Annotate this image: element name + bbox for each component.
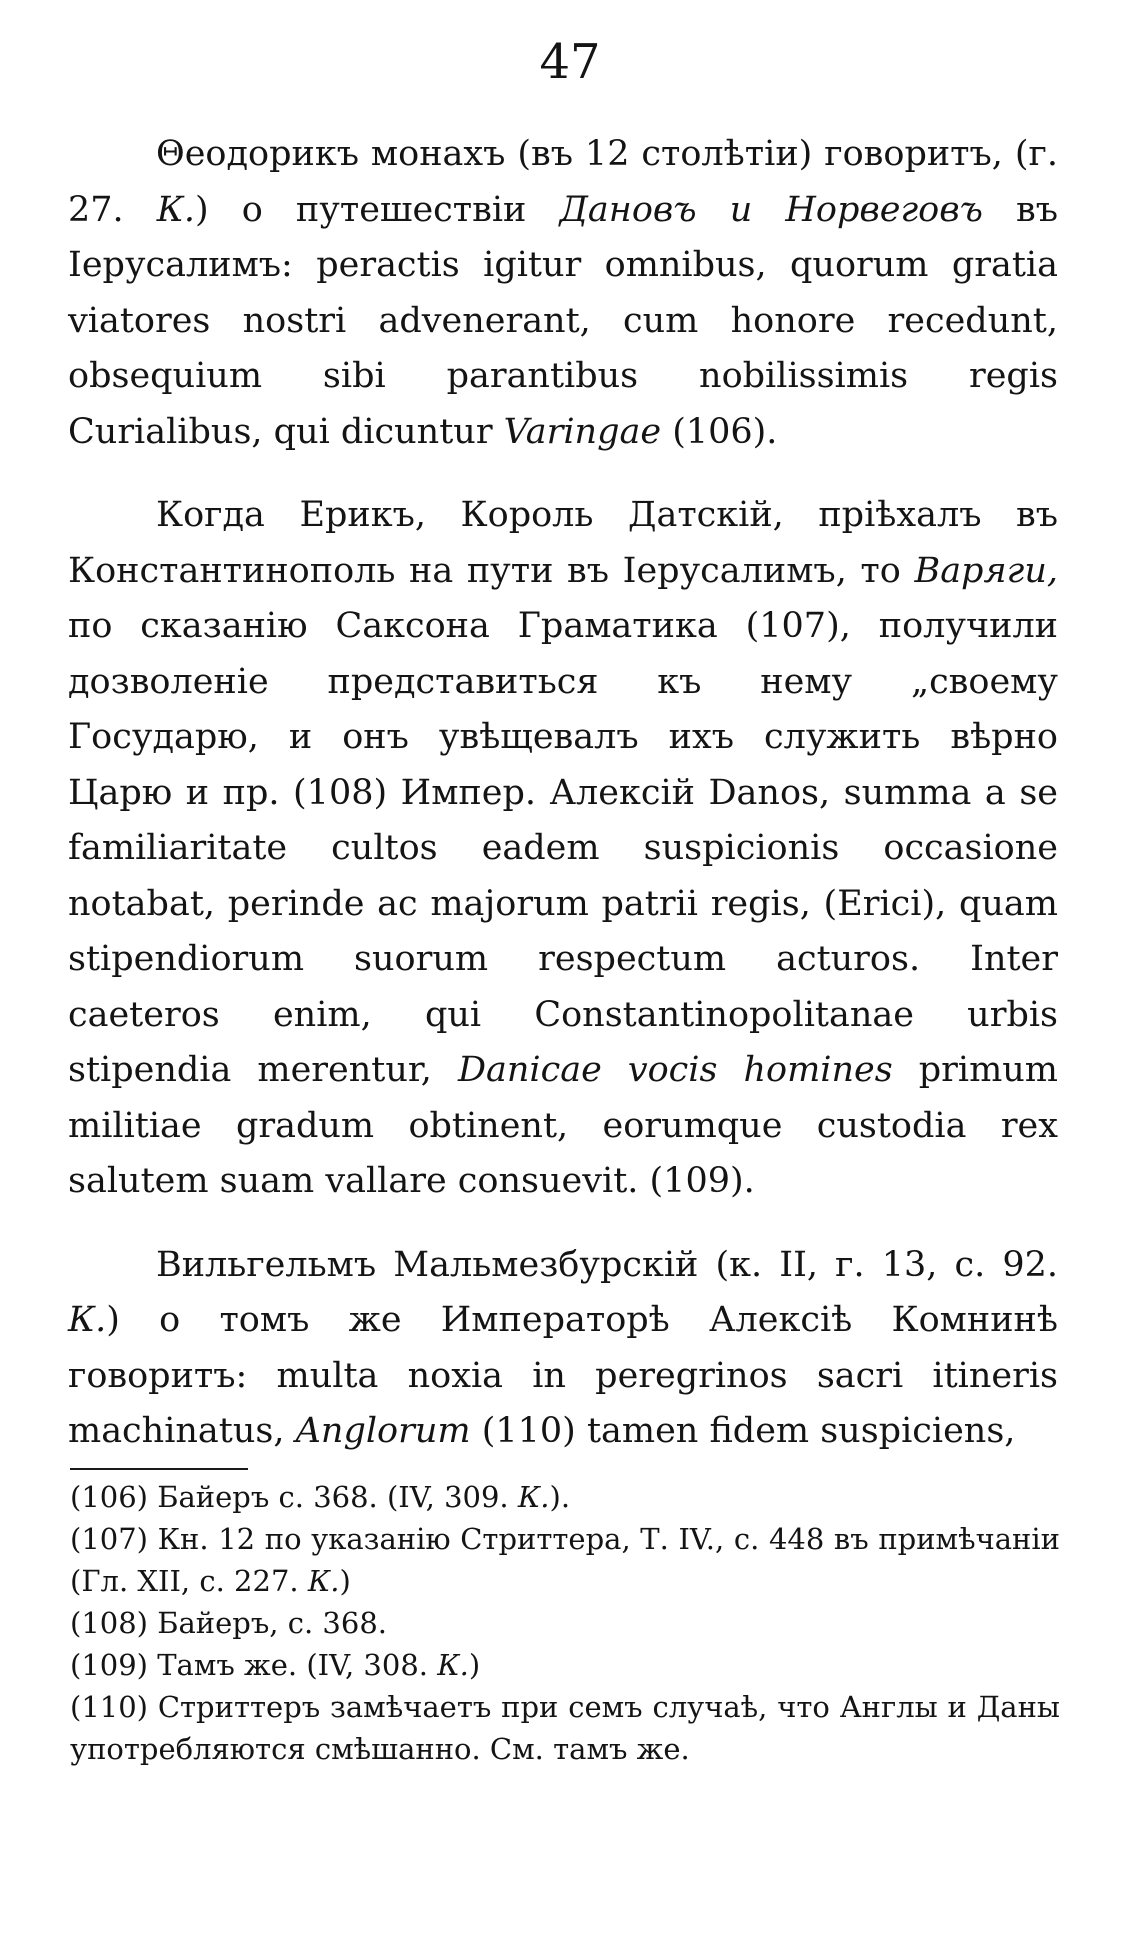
- text-segment-italic: Дановъ и Норвеговъ: [559, 189, 983, 230]
- footnote-106: [70, 1476, 1060, 1518]
- text-segment: (110) Стриттеръ замѣчаетъ при семъ случаѣ, что Англы и Даны употребляются смѣшанно. См. тамъ же.: [70, 1690, 1060, 1766]
- text-segment: Вильгельмъ Мальмезбурскій (к. II, г. 13, с. 92.: [156, 1244, 1058, 1285]
- footnote-divider: [70, 1468, 248, 1470]
- text-segment: (106).: [661, 411, 778, 452]
- paragraph-william: [68, 1238, 1058, 1460]
- text-segment: ) о путешествіи: [194, 189, 560, 230]
- footnotes: [70, 1476, 1060, 1770]
- text-segment: (108) Байеръ, с. 368.: [70, 1606, 387, 1640]
- paragraph-theodoric: [68, 127, 1058, 460]
- text-segment: ): [339, 1564, 351, 1598]
- text-segment-italic: Varingae: [503, 411, 662, 452]
- main-text: [68, 127, 1058, 1460]
- text-segment-italic: Danicae vocis homines: [457, 1050, 893, 1090]
- text-segment: ).: [549, 1480, 571, 1514]
- text-segment: Θеодорикъ монахъ (въ 12 столѣтіи) говоритъ, (г. 27.: [68, 134, 1058, 230]
- footnote-109: [70, 1644, 1060, 1686]
- text-segment: въ Іерусалимъ: peractis igitur omnibus, quorum gratia viatores nostri advenerant, cum honore recedunt, obsequium sibi parantibus nobilissimis regis Curialibus, qui dicuntur: [68, 189, 1058, 452]
- paragraph-eric: [68, 488, 1058, 1210]
- text-segment: (109) Тамъ же. (IV, 308.: [70, 1648, 438, 1682]
- text-segment-italic: К.: [156, 189, 195, 230]
- text-segment: ): [468, 1648, 481, 1682]
- text-segment-italic: К.: [517, 1480, 550, 1514]
- page-number: 47: [539, 34, 601, 90]
- text-segment: (106) Байеръ с. 368. (IV, 309.: [70, 1480, 518, 1514]
- footnote-108: [70, 1602, 1060, 1644]
- footnote-110: [70, 1686, 1060, 1770]
- text-segment: ) о томъ же Императорѣ Алексіѣ Комнинѣ говоритъ: multa noxia in peregrinos sacri itineris machinatus,: [68, 1300, 1058, 1451]
- text-segment-italic: Варяги,: [914, 550, 1058, 591]
- text-segment: (107) Кн. 12 по указанію Стриттера, Т. IV., с. 448 въ примѣчаніи (Гл. XII, с. 227.: [70, 1522, 1060, 1598]
- text-segment-italic: К.: [307, 1564, 340, 1598]
- text-segment-italic: К.: [68, 1300, 107, 1340]
- text-segment: Когда Ерикъ, Король Датскій, пріѣхалъ въ Константинополь на пути въ Іерусалимъ, то: [68, 495, 1058, 591]
- text-segment-italic: К.: [437, 1648, 469, 1682]
- text-segment: по сказанію Саксона Граматика (107), получили дозволеніе представиться къ нему „своему Государю, и онъ увѣщевалъ ихъ служить вѣрно Царю и пр. (108) Импер. Алексій Danos, summa a se familiaritate cultos eadem suspicionis occasione notabat, perinde ac majorum patrii regis, (Erici), quam stipendiorum suorum respectum acturos. Inter caeteros enim, qui Constantinopolitanae urbis stipendia merentur,: [68, 606, 1058, 1090]
- footnote-107: [70, 1518, 1060, 1602]
- text-segment: primum militiae gradum obtinent, eorumque custodia rex salutem suam vallare consuevit. (109).: [68, 1050, 1058, 1201]
- text-segment: (110) tamen fidem suspiciens,: [470, 1411, 1016, 1451]
- text-segment-italic: Anglorum: [295, 1411, 471, 1451]
